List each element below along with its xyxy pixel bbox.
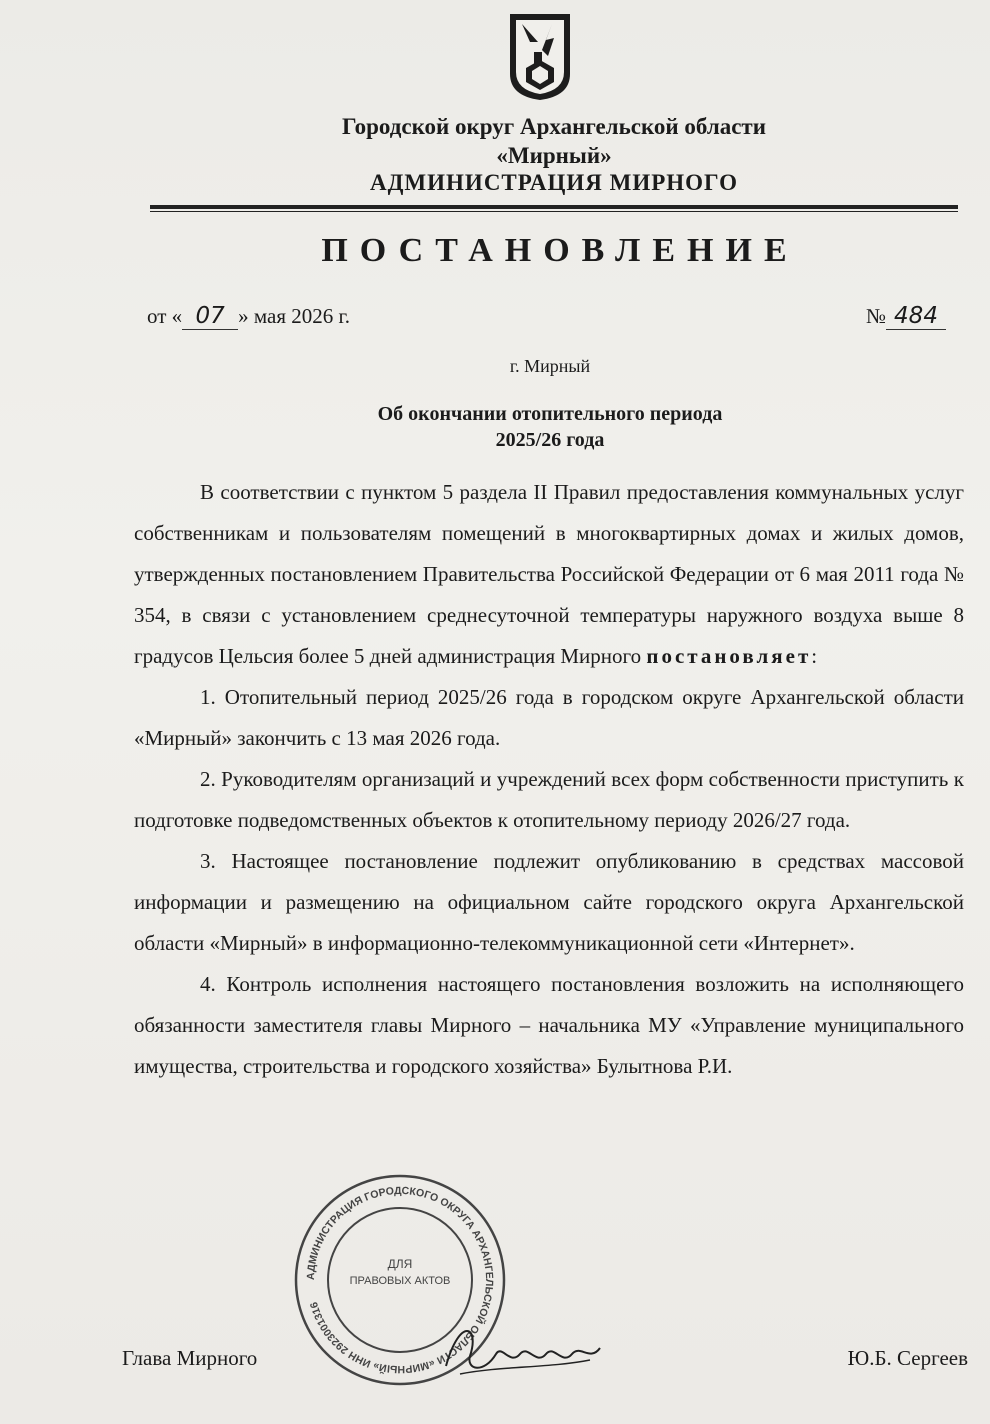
stamp-center-line-2: ПРАВОВЫХ АКТОВ	[349, 1275, 451, 1287]
document-date	[147, 303, 350, 330]
item-2: 2. Руководителям организаций и учреждений всех форм собственности приступить к подготовке подведомственных объектов к отопительному периоду 2026/27 года.	[134, 767, 964, 832]
date-suffix: » мая 2026 г.	[238, 304, 351, 328]
document-body	[134, 472, 964, 1087]
issue-place: г. Мирный	[509, 356, 591, 376]
date-day-handwritten: 07	[182, 303, 238, 330]
subject-line-1: Об окончании отопительного периода	[377, 403, 723, 425]
subject-line-2: 2025/26 года	[495, 429, 605, 451]
document-number	[866, 303, 946, 330]
item-3: 3. Настоящее постановление подлежит опубликованию в средствах массовой информации и размещению на официальном сайте городского округа Архангельской области «Мирный» в информационно-телекоммуникационной сети «Интернет».	[134, 849, 964, 955]
header-administration: АДМИНИСТРАЦИЯ МИРНОГО	[370, 170, 738, 195]
number-prefix: №	[865, 304, 886, 328]
coat-of-arms-icon	[508, 12, 572, 102]
header-region: Городской округ Архангельской области	[342, 114, 766, 139]
number-handwritten: 484	[886, 303, 946, 330]
preamble-text: В соответствии с пунктом 5 раздела II Правил предоставления коммунальных услуг собственникам и пользователям помещений в многоквартирных домах и жилых домов, утвержденных постановлением Правительства Российской Федерации от 6 мая 2011 года № 354, в связи с установлением среднесуточной температуры наружного воздуха выше 8 градусов Цельсия более 5 дней администрация Мирного	[134, 480, 964, 668]
item-1: 1. Отопительный период 2025/26 года в городском округе Архангельской области «Мирный» закончить с 13 мая 2026 года.	[134, 685, 964, 750]
signatory-position: Глава Мирного	[122, 1346, 258, 1370]
handwritten-signature	[440, 1296, 610, 1386]
preamble-resolves: постановляет	[646, 644, 812, 668]
header-rule-thin	[150, 211, 958, 212]
item-4: 4. Контроль исполнения настоящего постановления возложить на исполняющего обязанности заместителя главы Мирного – начальника МУ «Управление муниципального имущества, строительства и городского хозяйства» Булытнова Р.И.	[134, 972, 964, 1078]
signatory-name: Ю.Б. Сергеев	[847, 1346, 968, 1370]
date-prefix: от «	[147, 304, 183, 328]
preamble-paragraph	[134, 472, 964, 677]
preamble-end: :	[811, 644, 818, 668]
header-city: «Мирный»	[496, 143, 612, 168]
stamp-center-line-1: ДЛЯ	[387, 1257, 413, 1271]
stamp-ring-text: АДМИНИСТРАЦИЯ ГОРОДСКОГО ОКРУГА АРХАНГЕЛЬСКОЙ ОБЛАСТИ «МИРНЫЙ» ИНН 2923001316	[304, 1184, 496, 1376]
header-rule-thick	[150, 205, 958, 209]
document-title: ПОСТАНОВЛЕНИЕ	[321, 232, 799, 269]
